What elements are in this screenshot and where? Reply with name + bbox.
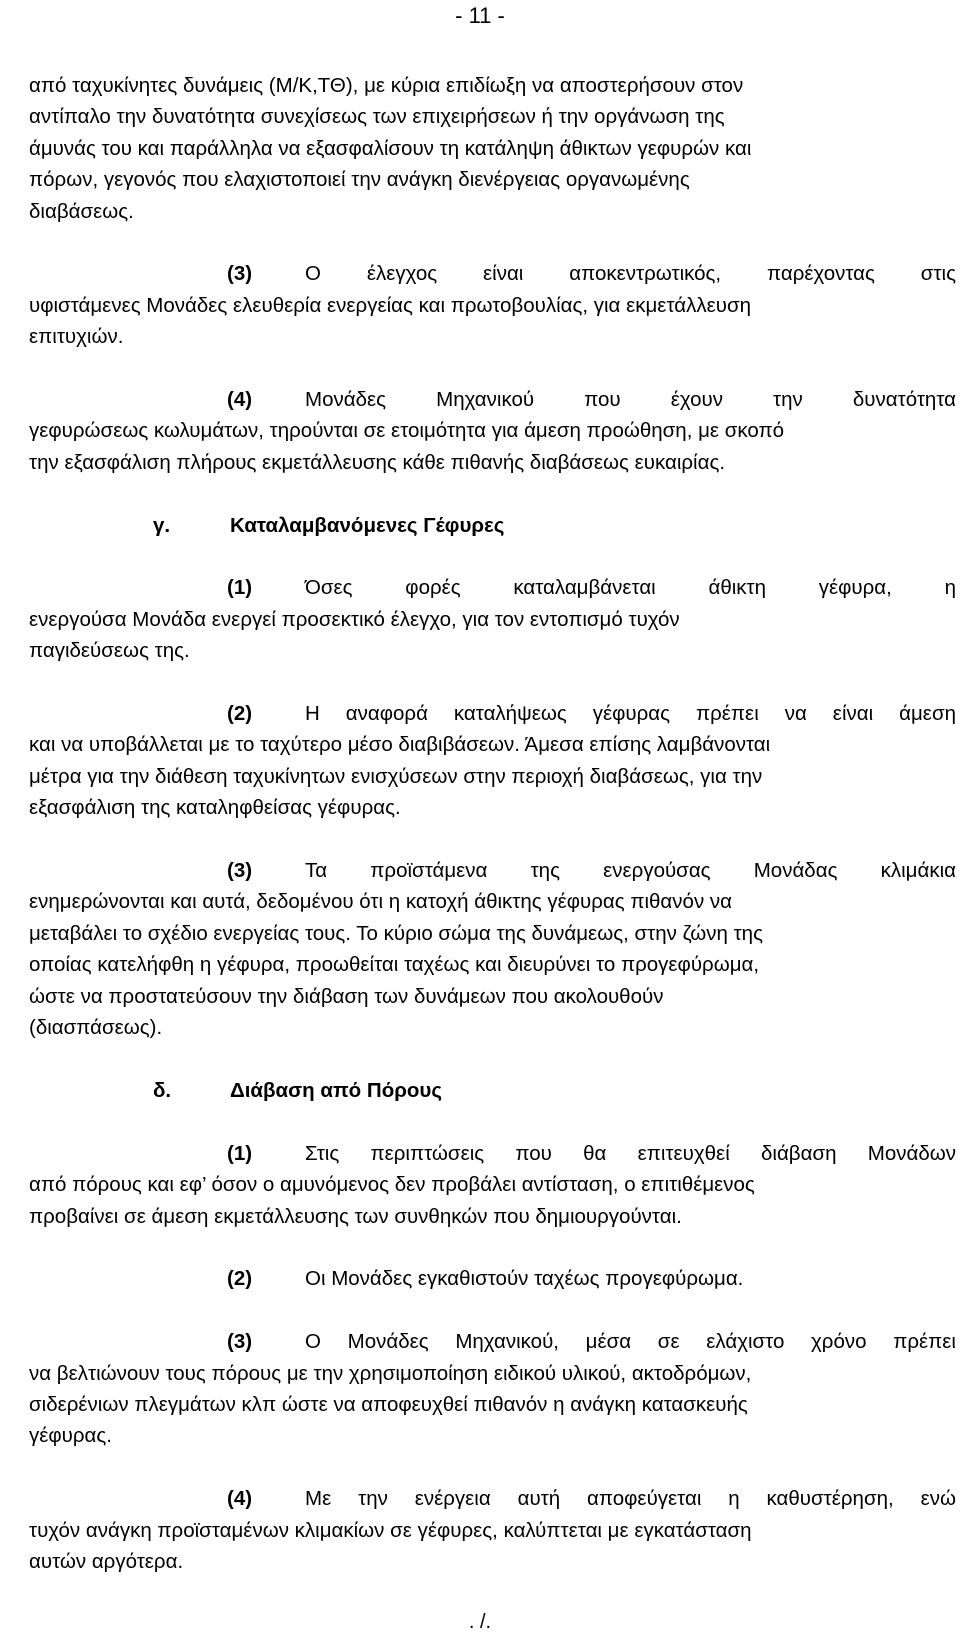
section-title: Καταλαμβανόμενες Γέφυρες xyxy=(230,513,505,537)
section-heading-c xyxy=(29,510,956,541)
text-line: Μονάδες Μηχανικού που έχουν την δυνατότητα xyxy=(305,388,956,412)
paragraph-c2 xyxy=(29,698,956,824)
text-line: άμυνάς του και παράλληλα να εξασφαλίσουν τη κατάληψη άθικτων γεφυρών και xyxy=(29,136,752,160)
text-line: Με την ενέργεια αυτή αποφεύγεται η καθυστέρηση, ενώ xyxy=(305,1487,956,1511)
text-line: οποίας κατελήφθη η γέφυρα, προωθείται ταχέως και διευρύνει το προγεφύρωμα, xyxy=(29,953,760,977)
text-line: ενεργούσα Μονάδα ενεργεί προσεκτικό έλεγχο, για τον εντοπισμό τυχόν xyxy=(29,607,680,631)
paragraph-first-line xyxy=(29,1138,956,1169)
text-line: σιδερένιων πλεγμάτων κλπ ώστε να αποφευχθεί πιθανόν η ανάγκη κατασκευής xyxy=(29,1392,748,1416)
text-line: ώστε να προστατεύσουν την διάβαση των δυνάμεων που ακολουθούν xyxy=(29,984,664,1008)
intro-paragraph xyxy=(29,70,956,227)
text-line: προβαίνει σε άμεση εκμετάλλευσης των συνθηκών που δημιουργούνται. xyxy=(29,1204,682,1228)
text-line: αντίπαλο την δυνατότητα συνεχίσεως των επιχειρήσεων ή την οργάνωση της xyxy=(29,105,725,129)
text-line: την εξασφάλιση πλήρους εκμετάλλευσης κάθε πιθανής διαβάσεως ευκαιρίας. xyxy=(29,450,726,474)
paragraph-4 xyxy=(29,384,956,478)
section-letter: γ. xyxy=(153,513,171,537)
paragraph-number: (1) xyxy=(227,576,253,600)
paragraph-first-line xyxy=(29,572,956,603)
paragraph-first-line xyxy=(29,384,956,415)
paragraph-d3 xyxy=(29,1326,956,1452)
paragraph-c1 xyxy=(29,572,956,666)
text-line: παγιδεύσεως της. xyxy=(29,639,190,663)
document-body xyxy=(29,70,956,1577)
paragraph-first-line xyxy=(29,855,956,886)
paragraph-first-line xyxy=(29,1326,956,1357)
page-number: - 11 - xyxy=(455,3,505,28)
section-title: Διάβαση από Πόρους xyxy=(230,1078,443,1102)
paragraph-number: (3) xyxy=(227,1330,253,1354)
text-line: Η αναφορά καταλήψεως γέφυρας πρέπει να είναι άμεση xyxy=(305,702,956,726)
text-line: από πόρους και εφ’ όσον ο αμυνόμενος δεν προβάλει αντίσταση, ο επιτιθέμενος xyxy=(29,1173,755,1197)
paragraph-number: (1) xyxy=(227,1141,253,1165)
paragraph-first-line xyxy=(29,1483,956,1514)
paragraph-number: (4) xyxy=(227,1487,253,1511)
paragraph-number: (3) xyxy=(227,262,253,286)
text-line: Οι Μονάδες εγκαθιστούν ταχέως προγεφύρωμα. xyxy=(305,1267,744,1291)
paragraph-c3 xyxy=(29,855,956,1043)
paragraph-number: (2) xyxy=(227,702,253,726)
continuation-mark: . /. xyxy=(468,1611,492,1633)
text-line: γέφυρας. xyxy=(29,1424,112,1448)
text-line: εξασφάλιση της καταληφθείσας γέφυρας. xyxy=(29,796,401,820)
text-line: Όσες φορές καταλαμβάνεται άθικτη γέφυρα, η xyxy=(305,576,956,600)
paragraph-first-line xyxy=(29,1263,956,1294)
paragraph-d2 xyxy=(29,1263,956,1294)
text-line: να βελτιώνουν τους πόρους με την χρησιμοποίηση ειδικού υλικού, ακτοδρόμων, xyxy=(29,1361,752,1385)
text-line: αυτών αργότερα. xyxy=(29,1549,184,1573)
paragraph-d1 xyxy=(29,1138,956,1232)
section-letter: δ. xyxy=(153,1078,172,1102)
paragraph-first-line xyxy=(29,258,956,289)
text-line: τυχόν ανάγκη προϊσταμένων κλιμακίων σε γέφυρες, καλύπτεται με εγκατάσταση xyxy=(29,1518,752,1542)
text-line: μέτρα για την διάθεση ταχυκίνητων ενισχύσεων στην περιοχή διαβάσεως, για την xyxy=(29,764,763,788)
paragraph-number: (3) xyxy=(227,859,253,883)
text-line: από ταχυκίνητες δυνάμεις (Μ/Κ,ΤΘ), με κύρια επιδίωξη να αποστερήσουν στον xyxy=(29,74,744,97)
paragraph-first-line xyxy=(29,698,956,729)
text-line: Ο Μονάδες Μηχανικού, μέσα σε ελάχιστο χρόνο πρέπει xyxy=(305,1330,956,1354)
text-line: και να υποβάλλεται με το ταχύτερο μέσο διαβιβάσεων. Άμεσα επίσης λαμβάνονται xyxy=(29,733,771,757)
text-line: Στις περιπτώσεις που θα επιτευχθεί διάβαση Μονάδων xyxy=(305,1141,956,1165)
text-line: υφιστάμενες Μονάδες ελευθερία ενεργείας και πρωτοβουλίας, για εκμετάλλευση xyxy=(29,293,752,317)
paragraph-number: (2) xyxy=(227,1267,253,1291)
text-line: μεταβάλει το σχέδιο ενεργείας τους. Το κύριο σώμα της δυνάμεως, στην ζώνη της xyxy=(29,921,763,945)
text-line: γεφυρώσεως κωλυμάτων, τηρούνται σε ετοιμότητα για άμεση προώθηση, με σκοπό xyxy=(29,419,785,443)
paragraph-number: (4) xyxy=(227,388,253,412)
text-line: επιτυχιών. xyxy=(29,325,124,349)
text-line: ενημερώνονται και αυτά, δεδομένου ότι η κατοχή άθικτης γέφυρας πιθανόν να xyxy=(29,890,732,914)
text-line: (διασπάσεως). xyxy=(29,1016,163,1040)
paragraph-d4 xyxy=(29,1483,956,1577)
text-line: Τα προϊστάμενα της ενεργούσας Μονάδας κλιμάκια xyxy=(305,859,956,883)
text-line: διαβάσεως. xyxy=(29,199,134,223)
paragraph-3 xyxy=(29,258,956,352)
section-heading-d xyxy=(29,1075,956,1106)
text-line: Ο έλεγχος είναι αποκεντρωτικός, παρέχοντας στις xyxy=(305,262,956,286)
text-line: πόρων, γεγονός που ελαχιστοποιεί την ανάγκη διενέργειας οργανωμένης xyxy=(29,168,690,192)
